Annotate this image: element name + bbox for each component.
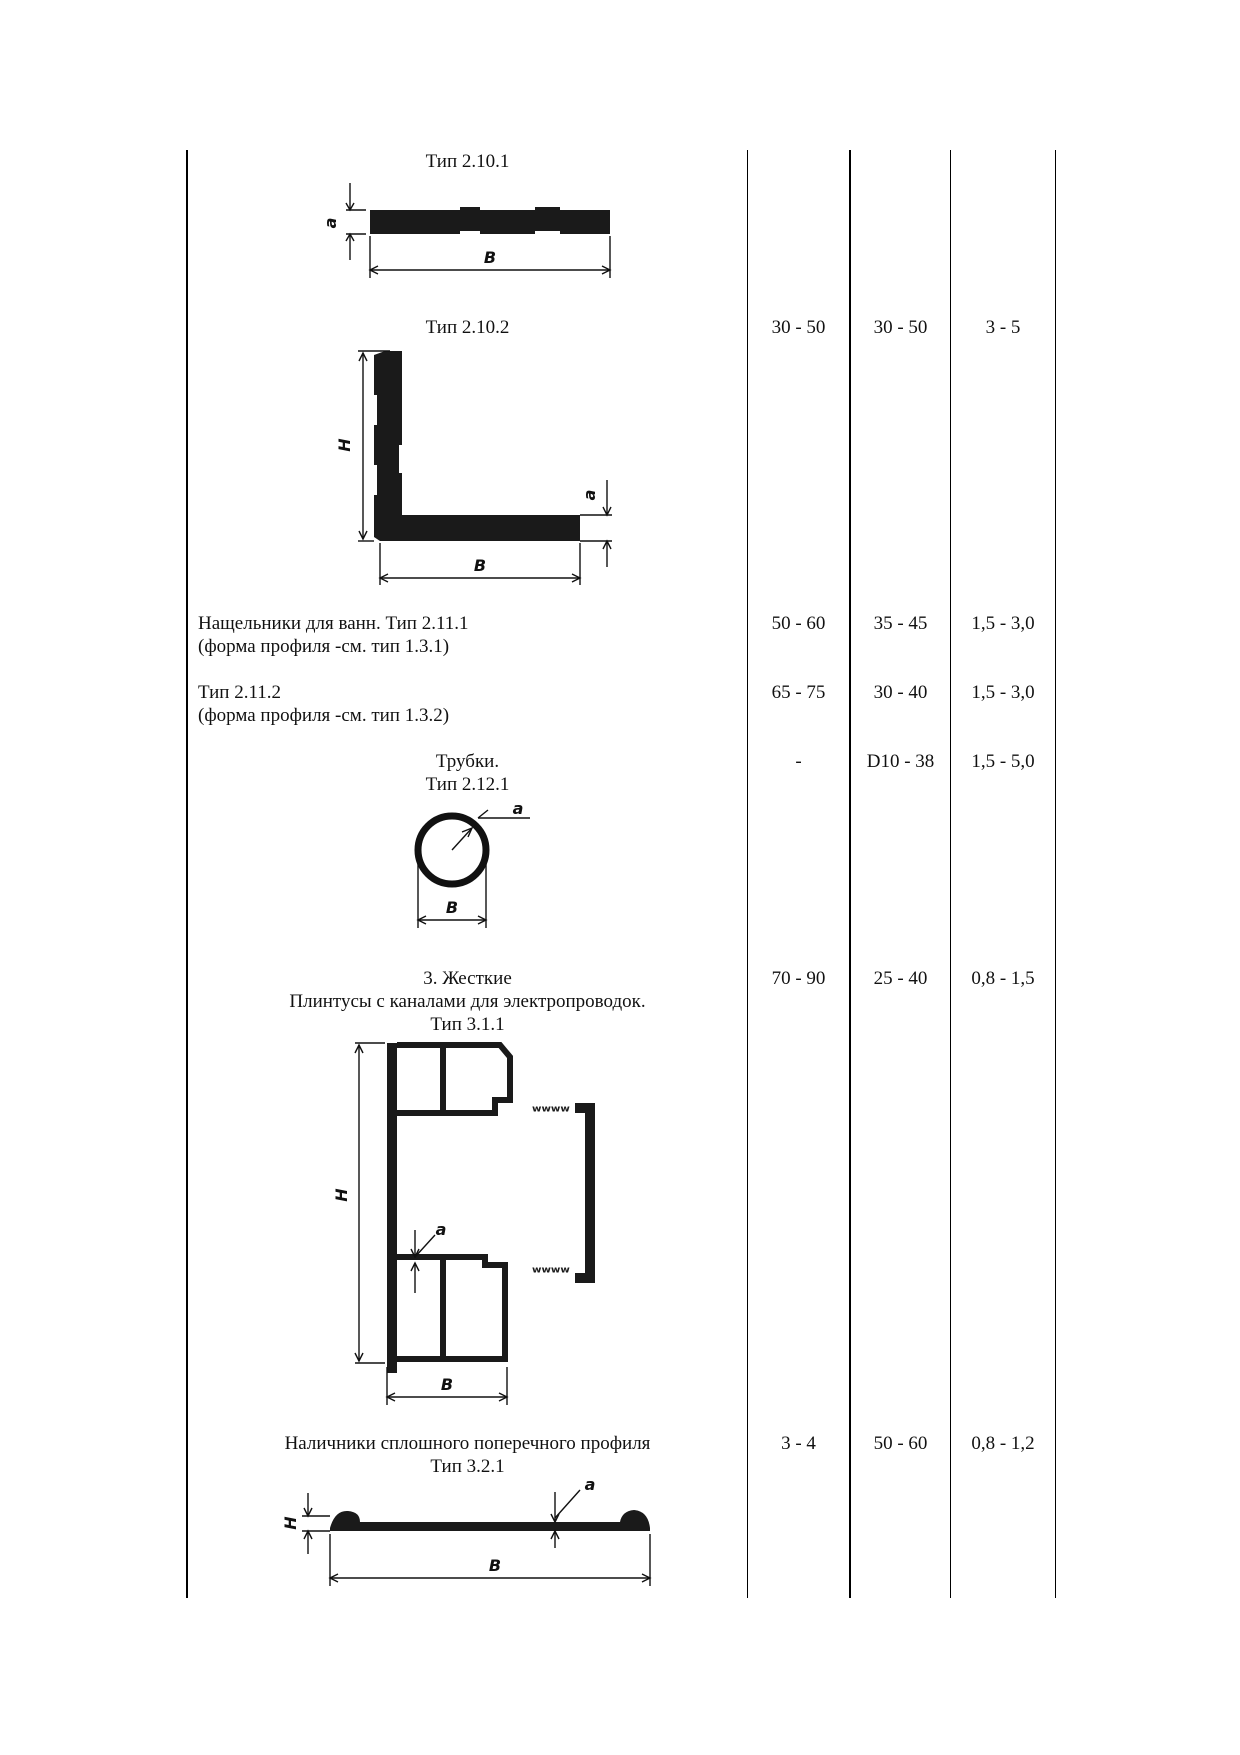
cell-value: 30 - 50 bbox=[771, 317, 826, 338]
dim-a: a bbox=[321, 217, 340, 229]
cell-value: 1,5 - 3,0 bbox=[971, 682, 1035, 703]
row-title: Тип 2.10.2 bbox=[425, 317, 510, 338]
row-title: 3. Жесткие Плинтусы с каналами для электропроводок. Тип 3.1.1 bbox=[289, 968, 646, 1035]
dim-h: H bbox=[335, 438, 354, 452]
table-border-col1 bbox=[747, 150, 748, 1598]
svg-text:ʷʷʷʷ: ʷʷʷʷ bbox=[532, 1263, 570, 1282]
cell-value: 0,8 - 1,2 bbox=[971, 1433, 1035, 1454]
dim-b: B bbox=[483, 248, 497, 267]
row-title: Нащельники для ванн. Тип 2.11.1 (форма профиля -см. тип 1.3.1) bbox=[198, 613, 469, 657]
cell-value: 1,5 - 3,0 bbox=[971, 613, 1035, 634]
dim-a: a bbox=[512, 799, 524, 818]
table-border-right bbox=[1055, 150, 1056, 1598]
row-title: Тип 2.11.2 (форма профиля -см. тип 1.3.2) bbox=[198, 682, 450, 726]
svg-text:ʷʷʷʷ: ʷʷʷʷ bbox=[532, 1102, 570, 1121]
cell-value: 3 - 4 bbox=[781, 1433, 816, 1454]
cell-value: 50 - 60 bbox=[873, 1433, 928, 1454]
casing-3-2-1-drawing bbox=[280, 1475, 660, 1593]
cell-value: 25 - 40 bbox=[873, 968, 928, 989]
cell-value: 50 - 60 bbox=[771, 613, 826, 634]
cell-value: D10 - 38 bbox=[866, 751, 935, 772]
dim-h: H bbox=[332, 1188, 351, 1202]
plinth-3-1-1-drawing bbox=[332, 1035, 615, 1405]
cell-value: 30 - 50 bbox=[873, 317, 928, 338]
dim-b: B bbox=[473, 556, 487, 575]
dim-a: a bbox=[584, 1475, 596, 1494]
table-border-left bbox=[186, 150, 188, 1598]
profile-2-10-2-drawing bbox=[330, 345, 630, 595]
cell-value: 1,5 - 5,0 bbox=[971, 751, 1035, 772]
cell-value: 3 - 5 bbox=[985, 317, 1021, 338]
cell-value: 35 - 45 bbox=[873, 613, 928, 634]
cell-value: 70 - 90 bbox=[771, 968, 826, 989]
cell-value: - bbox=[795, 751, 802, 772]
row-title: Трубки. Тип 2.12.1 bbox=[425, 751, 510, 795]
cell-value: 65 - 75 bbox=[771, 682, 826, 703]
row-title: Тип 2.10.1 bbox=[425, 151, 510, 172]
profile-2-10-1-drawing bbox=[310, 178, 620, 283]
table-border-col2 bbox=[849, 150, 851, 1598]
dim-a: a bbox=[435, 1220, 447, 1239]
cell-value: 30 - 40 bbox=[873, 682, 928, 703]
dim-b: B bbox=[440, 1375, 454, 1394]
dim-h: H bbox=[281, 1516, 300, 1530]
dim-b: B bbox=[488, 1556, 502, 1575]
table-border-col3 bbox=[950, 150, 951, 1598]
dim-b: B bbox=[445, 898, 459, 917]
tube-2-12-1-drawing bbox=[400, 800, 550, 935]
row-title: Наличники сплошного поперечного профиля Тип 3.2.1 bbox=[284, 1433, 651, 1477]
cell-value: 0,8 - 1,5 bbox=[971, 968, 1035, 989]
dim-a: a bbox=[580, 489, 599, 501]
